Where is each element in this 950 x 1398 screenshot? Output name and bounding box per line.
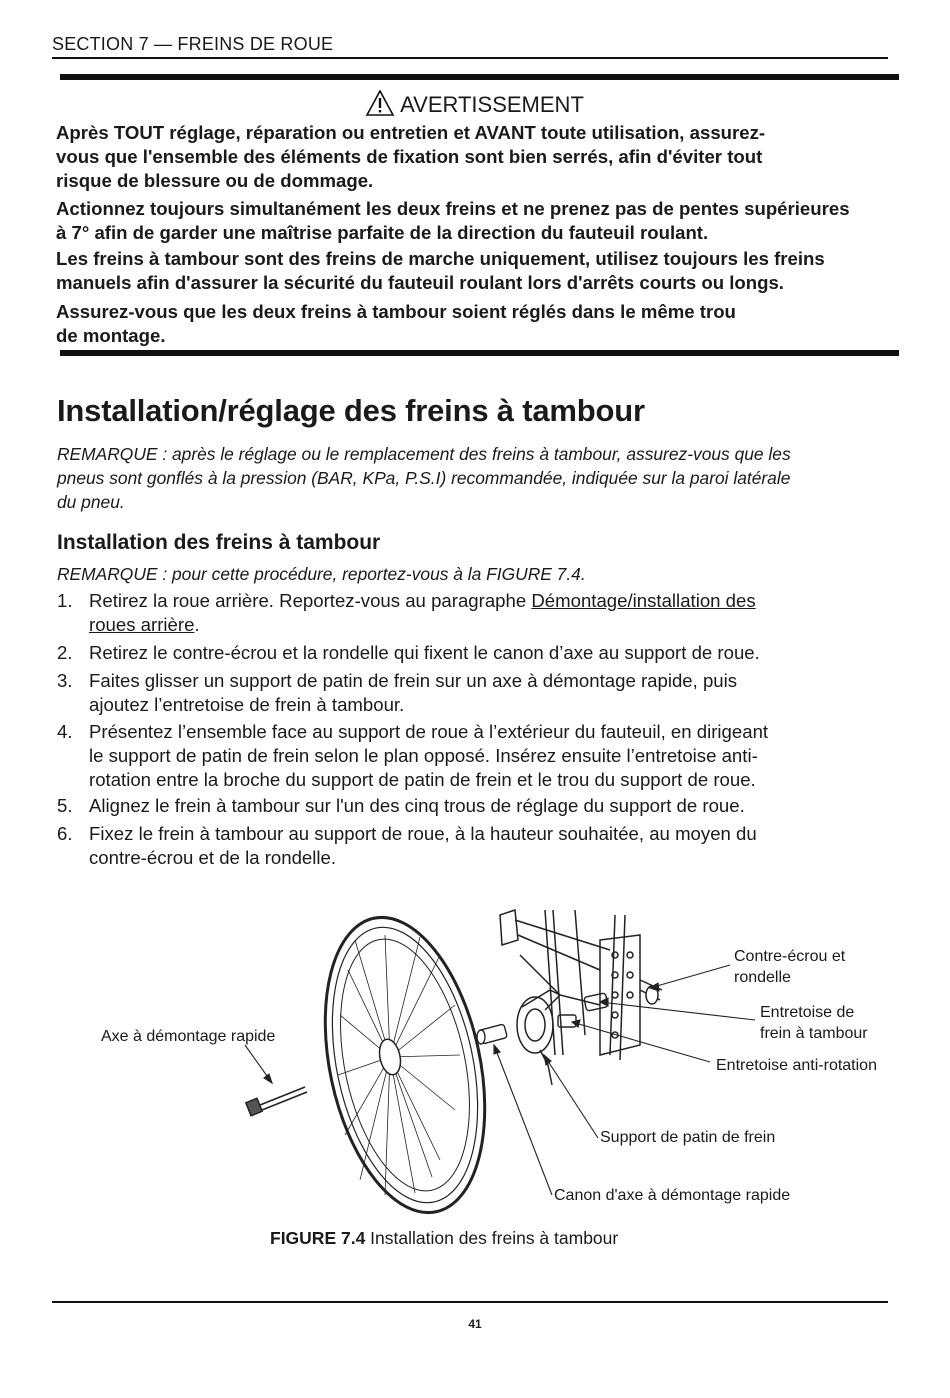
quick-release-axle [246,1087,307,1116]
warning-triangle-icon [366,90,394,116]
wheel-hub [376,1037,403,1076]
step-number: 6. [57,823,73,844]
header-rule [52,57,888,59]
warning-title-text: AVERTISSEMENT [400,92,584,117]
label-support-patin: Support de patin de frein [600,1129,776,1146]
warning-top-rule [60,74,899,80]
warning-paragraph-1: Après TOUT réglage, réparation ou entretien et AVANT toute utilisation, assurez- vous que l'ensemble des éléments de fixation sont bien serrés, afin d'éviter tout risque de blessure ou de dommage. [56,122,766,191]
label-axe: Axe à démontage rapide [101,1028,276,1045]
label-entretoise-frein: Entretoise de frein à tambour [760,1004,868,1042]
warning-bottom-rule [60,350,899,356]
warning-paragraph-4: Assurez-vous que les deux freins à tambour soient réglés dans le même trou de montage. [56,301,736,346]
page-title: Installation/réglage des freins à tambour [57,393,645,428]
step-number: 1. [57,590,73,611]
step-number: 3. [57,670,73,691]
step-number: 5. [57,795,73,816]
axle-sleeve [477,1024,507,1044]
warning-paragraph-3: Les freins à tambour sont des freins de marche uniquement, utilisez toujours les freins manuels afin d'assurer la sécurité du fauteuil roulant lors d'arrêts courts ou longs. [56,248,825,293]
page-number: 41 [468,1317,482,1331]
figure-caption: FIGURE 7.4 Installation des freins à tambour [270,1228,619,1248]
reference-link[interactable]: Démontage/installation des [531,590,756,611]
warning-title [0,90,950,118]
rear-wheel-tire [300,903,509,1215]
warning-paragraph-2: Actionnez toujours simultanément les deux freins et ne prenez pas de pentes supérieures à 7° afin de garder une maîtrise parfaite de la direction du fauteuil roulant. [56,198,850,243]
remark-note: REMARQUE : après le réglage ou le remplacement des freins à tambour, assurez-vous que les pneus sont gonflés à la pression (BAR, KPa, P.S.I) recommandée, indiquée sur la paroi latérale du pneu. [57,444,791,512]
step-number: 2. [57,642,73,663]
label-anti-rotation: Entretoise anti-rotation [716,1057,877,1074]
reference-link-continued[interactable]: roues arrière [89,614,195,635]
procedure-remark: REMARQUE : pour cette procédure, reportez-vous à la FIGURE 7.4. [57,564,586,584]
footer-rule [52,1301,888,1303]
step-number: 4. [57,721,73,742]
section-header: SECTION 7 — FREINS DE ROUE [52,34,334,54]
label-canon: Canon d'axe à démontage rapide [554,1187,791,1204]
label-contre-ecrou: Contre-écrou et rondelle [734,948,846,986]
callout-lines [245,965,755,1195]
section-subtitle: Installation des freins à tambour [57,531,381,554]
